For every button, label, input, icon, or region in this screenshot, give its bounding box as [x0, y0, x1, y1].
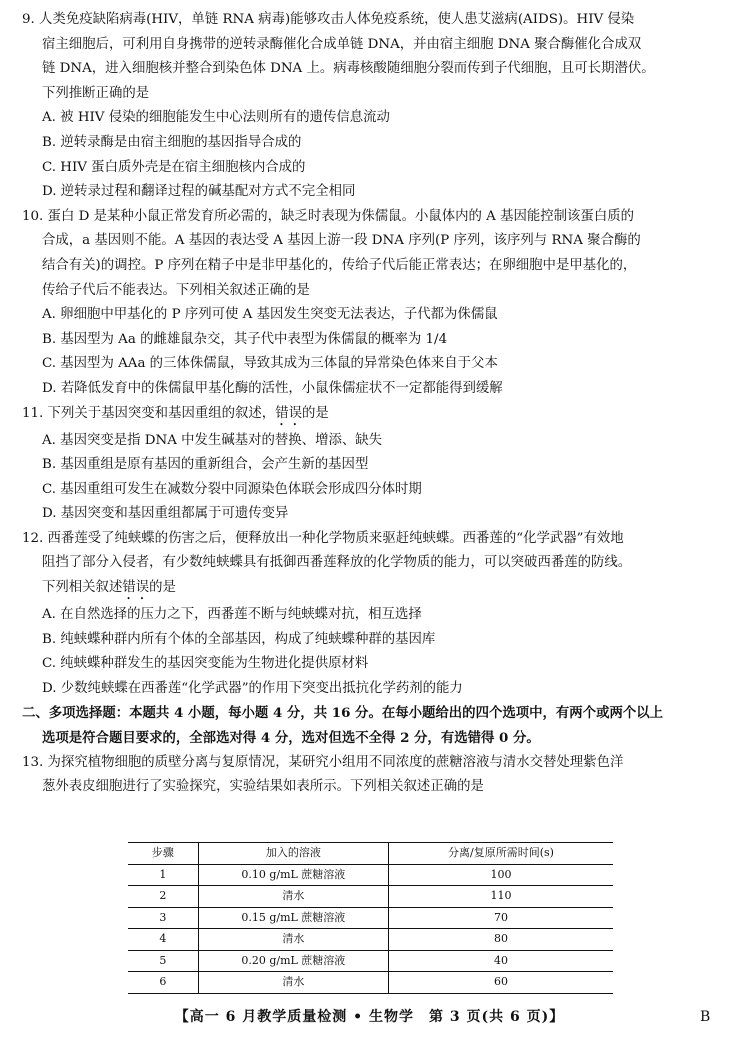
- q12-line3: [22, 576, 722, 603]
- q11-stem-start: 11. 下列关于基因突变和基因重组的叙述，: [22, 405, 276, 421]
- table-cell: 1: [128, 864, 198, 886]
- q11-option-c: C. 基因重组可发生在减数分裂中同源染色体联会形成四分体时期: [42, 481, 422, 497]
- q10-line3: 结合有关)的调控。P 序列在精子中是非甲基化的，传给子代后能正常表达；在卵细胞中是甲基化的，: [42, 257, 637, 273]
- q9-line1: 9. 人类免疫缺陷病毒(HIV，单链 RNA 病毒)能够攻击人体免疫系统，使人患艾滋病(AIDS)。HIV 侵染: [22, 12, 635, 27]
- table-row: [128, 864, 613, 886]
- table-header-row: [128, 843, 613, 865]
- table-cell: 5: [128, 950, 198, 972]
- question-13: [22, 751, 722, 800]
- experiment-table: [128, 842, 613, 994]
- table-header-step: 步骤: [128, 843, 198, 865]
- q12-option-c: C. 纯蛱蝶种群发生的基因突变能为生物进化提供原材料: [42, 656, 369, 672]
- table-cell: 6: [128, 972, 198, 994]
- page-footer: 【高一 6 月教学质量检测 • 生物学 第 3 页(共 6 页)】: [174, 1009, 565, 1025]
- q9-option-b: B. 逆转录酶是由宿主细胞的基因指导合成的: [42, 134, 302, 150]
- table-cell: 40: [388, 950, 613, 972]
- q10-option-a: A. 卵细胞中甲基化的 P 序列可使 A 基因发生突变无法表达，子代都为侏儒鼠: [42, 307, 498, 323]
- q9-option-d: D. 逆转录过程和翻译过程的碱基配对方式不完全相同: [42, 184, 356, 200]
- q10-option-b: B. 基因型为 Aa 的雌雄鼠杂交，其子代中表型为侏儒鼠的概率为 1/4: [42, 331, 448, 347]
- table-cell: 2: [128, 886, 198, 908]
- q9-line3: 链 DNA，进入细胞核并整合到染色体 DNA 上。病毒核酸随细胞分裂而传到子代细胞，且可长期潜伏。: [42, 61, 655, 77]
- question-11: [22, 402, 722, 527]
- q13-line1: 13. 为探究植物细胞的质壁分离与复原情况，某研究小组用不同浓度的蔗糖溶液与清水交替处理紫色洋: [22, 754, 624, 770]
- q12-stem-end: 的是: [149, 580, 176, 596]
- exam-page: [22, 8, 722, 800]
- table-cell: 清水: [198, 886, 388, 908]
- table-cell: 100: [388, 864, 613, 886]
- q9-option-a: A. 被 HIV 侵染的细胞能发生中心法则所有的遗传信息流动: [42, 110, 390, 126]
- question-9: [22, 8, 722, 205]
- paper-version: B: [700, 1009, 711, 1025]
- table-cell: 0.20 g/mL 蔗糖溶液: [198, 950, 388, 972]
- table-cell: 清水: [198, 972, 388, 994]
- table-cell: 0.15 g/mL 蔗糖溶液: [198, 907, 388, 929]
- section-multiple-choice-heading: [22, 701, 722, 750]
- table-row: [128, 929, 613, 951]
- q10-line2: 合成，a 基因则不能。A 基因的表达受 A 基因上游一段 DNA 序列(P 序列，该序列与 RNA 聚合酶的: [42, 233, 641, 249]
- q11-option-a: A. 基因突变是指 DNA 中发生碱基对的替换、增添、缺失: [42, 432, 383, 448]
- q11-stem-end: 的是: [301, 405, 329, 421]
- table-cell: 60: [388, 972, 613, 994]
- question-10: [22, 205, 722, 402]
- table-cell: 清水: [198, 929, 388, 951]
- q10-line1: 10. 蛋白 D 是某种小鼠正常发育所必需的，缺乏时表现为侏儒鼠。小鼠体内的 A 基因能控制该蛋白质的: [22, 208, 634, 224]
- q11-option-d: D. 基因突变和基因重组都属于可遗传变异: [42, 506, 289, 522]
- table-cell: 70: [388, 907, 613, 929]
- q12-option-b: B. 纯蛱蝶种群内所有个体的全部基因，构成了纯蛱蝶种群的基因库: [42, 631, 436, 647]
- q11-emphasis: 错误: [275, 405, 302, 421]
- table-cell: 3: [128, 907, 198, 929]
- table-row: [128, 972, 613, 994]
- q12-line1: 12. 西番莲受了纯蛱蝶的伤害之后，便释放出一种化学物质来驱赶纯蛱蝶。西番莲的“化学武器”有效地: [22, 530, 624, 546]
- table-header-solution: 加入的溶液: [198, 843, 388, 865]
- q11-option-b: B. 基因重组是原有基因的重新组合，会产生新的基因型: [42, 457, 369, 473]
- q10-option-c: C. 基因型为 AAa 的三体侏儒鼠，导致其成为三体鼠的异常染色体来自于父本: [42, 356, 498, 372]
- q10-line4: 传给子代后不能表达。下列相关叙述正确的是: [42, 282, 310, 298]
- q12-line2: 阻挡了部分入侵者，有少数纯蛱蝶具有抵御西番莲释放的化学物质的能力，可以突破西番莲的防线。: [42, 555, 632, 571]
- question-12: [22, 527, 722, 702]
- table-row: [128, 886, 613, 908]
- section2-line1: 二、多项选择题：本题共 4 小题，每小题 4 分，共 16 分。在每小题给出的四个选项中，有两个或两个以上: [22, 705, 664, 722]
- q10-option-d: D. 若降低发育中的侏儒鼠甲基化酶的活性，小鼠侏儒症状不一定都能得到缓解: [42, 380, 503, 396]
- table-row: [128, 907, 613, 929]
- q9-line2: 宿主细胞后，可利用自身携带的逆转录酶催化合成单链 DNA，并由宿主细胞 DNA 聚合酶催化合成双: [42, 36, 642, 52]
- table-cell: 110: [388, 886, 613, 908]
- table-cell: 80: [388, 929, 613, 951]
- q9-line4: 下列推断正确的是: [42, 85, 150, 101]
- q11-line1: [22, 402, 722, 429]
- table-cell: 4: [128, 929, 198, 951]
- q12-stem-start: 下列相关叙述: [42, 580, 123, 596]
- table-header-time: 分离/复原所需时间(s): [388, 843, 613, 865]
- q13-line2: 葱外表皮细胞进行了实验探究，实验结果如表所示。下列相关叙述正确的是: [42, 779, 484, 795]
- table-cell: 0.10 g/mL 蔗糖溶液: [198, 864, 388, 886]
- q12-option-a: A. 在自然选择的压力之下，西番莲不断与纯蛱蝶对抗，相互选择: [42, 607, 422, 623]
- q9-option-c: C. HIV 蛋白质外壳是在宿主细胞核内合成的: [42, 159, 306, 175]
- q12-option-d: D. 少数纯蛱蝶在西番莲“化学武器”的作用下突变出抵抗化学药剂的能力: [42, 680, 463, 696]
- table-row: [128, 950, 613, 972]
- q12-emphasis: 错误: [122, 580, 150, 596]
- section2-line2: 选项是符合题目要求的，全部选对得 4 分，选对但选不全得 2 分，有选错得 0 分。: [42, 730, 540, 747]
